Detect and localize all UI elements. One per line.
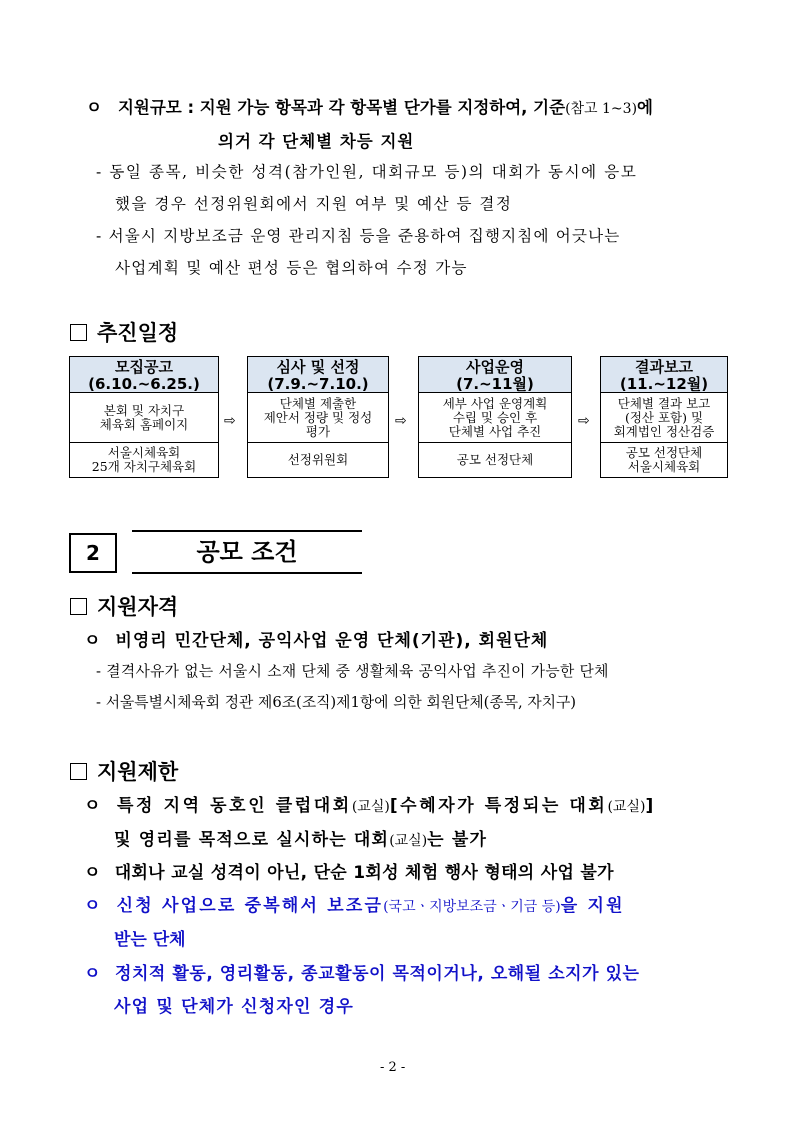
eligibility-sub1: - 결격사유가 없는 서울시 소재 단체 중 생활체육 공익사업 추진이 가능한 단체 (96, 663, 609, 680)
restriction-item3-line2: 받는 단체 (114, 930, 186, 950)
bullet-circle: ㅇ (84, 631, 102, 651)
schedule-column-recruit (69, 356, 219, 478)
bullet-circle: ㅇ (84, 796, 104, 816)
support-scale-line2: 의거 각 단체별 차등 지원 (218, 132, 415, 151)
support-scale-sub2-line1: - 서울시 지방보조금 운영 관리지침 등을 준용하여 집행지침에 어긋나는 (96, 227, 621, 245)
right-arrow-icon: ⇨ (395, 413, 407, 429)
section-number: 2 (69, 533, 117, 573)
restriction-item3-line1: ㅇ 신청 사업으로 중복해서 보조금(국고ㆍ지방보조금ㆍ기금 등)을 지원 (84, 896, 625, 916)
restrictions-heading: 지원제한 (70, 756, 178, 786)
restriction-item2: ㅇ 대회나 교실 성격이 아닌, 단순 1회성 체험 행사 형태의 사업 불가 (84, 863, 614, 883)
schedule-cell-method: 본회 및 자치구 체육회 홈페이지 (70, 393, 218, 443)
square-bullet-icon (70, 763, 87, 780)
bullet-circle: ㅇ (84, 896, 103, 916)
schedule-cell-method: 단체별 결과 보고 (정산 포함) 및 회계법인 정산검증 (601, 393, 727, 443)
schedule-cell-agent: 서울시체육회 25개 자치구체육회 (91, 445, 197, 474)
eligibility-sub2: - 서울특별시체육회 정관 제6조(조직)제1항에 의한 회원단체(종목, 자치구) (96, 694, 577, 711)
schedule-column-header: 결과보고 (11.~12월) (601, 357, 727, 393)
bullet-circle: ㅇ (84, 863, 101, 883)
support-scale-sub2-line2: 사업계획 및 예산 편성 등은 협의하여 수정 가능 (115, 259, 468, 277)
page-number: - 2 - (380, 1060, 406, 1075)
schedule-column-header: 모집공고 (6.10.~6.25.) (70, 357, 218, 393)
support-scale-line1: ㅇ 지원규모 : 지원 가능 항목과 각 항목별 단가를 지정하여, 기준(참고 1~3)에 (86, 98, 653, 117)
schedule-column-header: 사업운영 (7.~11월) (419, 357, 571, 393)
restriction-item1-line1: ㅇ 특정 지역 동호인 클럽대회(교실)[수혜자가 특정되는 대회(교실)] (84, 796, 656, 816)
eligibility-heading: 지원자격 (70, 591, 178, 621)
schedule-cell-method: 세부 사업 운영계획 수립 및 승인 후 단체별 사업 추진 (419, 393, 571, 443)
schedule-cell-agent: 공모 선정단체 (456, 452, 534, 467)
restriction-item4-line1: ㅇ 정치적 활동, 영리활동, 종교활동이 목적이거나, 오해될 소지가 있는 (84, 964, 640, 984)
restriction-item1-line2: 및 영리를 목적으로 실시하는 대회(교실)는 불가 (114, 830, 488, 850)
schedule-cell-agent: 선정위원회 (287, 452, 349, 467)
support-scale-sub1-line2: 했을 경우 선정위원회에서 지원 여부 및 예산 등 결정 (115, 195, 513, 213)
right-arrow-icon: ⇨ (578, 413, 590, 429)
right-arrow-icon: ⇨ (224, 413, 236, 429)
section-title: 공모 조건 (132, 530, 362, 574)
schedule-cell-agent: 공모 선정단체 서울시체육회 (625, 445, 703, 474)
restriction-item4-line2: 사업 및 단체가 신청자인 경우 (114, 997, 354, 1017)
schedule-column-review (247, 356, 389, 478)
schedule-cell-method: 단체별 제출한 제안서 정량 및 정성 평가 (248, 393, 388, 443)
schedule-heading: 추진일정 (70, 317, 178, 347)
support-scale-sub1-line1: - 동일 종목, 비슷한 성격(참가인원, 대회규모 등)의 대회가 동시에 응모 (96, 163, 638, 181)
schedule-column-report (600, 356, 728, 478)
schedule-column-operation (418, 356, 572, 478)
eligibility-main: ㅇ 비영리 민간단체, 공익사업 운영 단체(기관), 회원단체 (84, 631, 549, 651)
square-bullet-icon (70, 324, 87, 341)
bullet-circle: ㅇ (84, 964, 101, 984)
bullet-circle: ㅇ (86, 98, 102, 117)
square-bullet-icon (70, 598, 87, 615)
schedule-column-header: 심사 및 선정 (7.9.~7.10.) (248, 357, 388, 393)
